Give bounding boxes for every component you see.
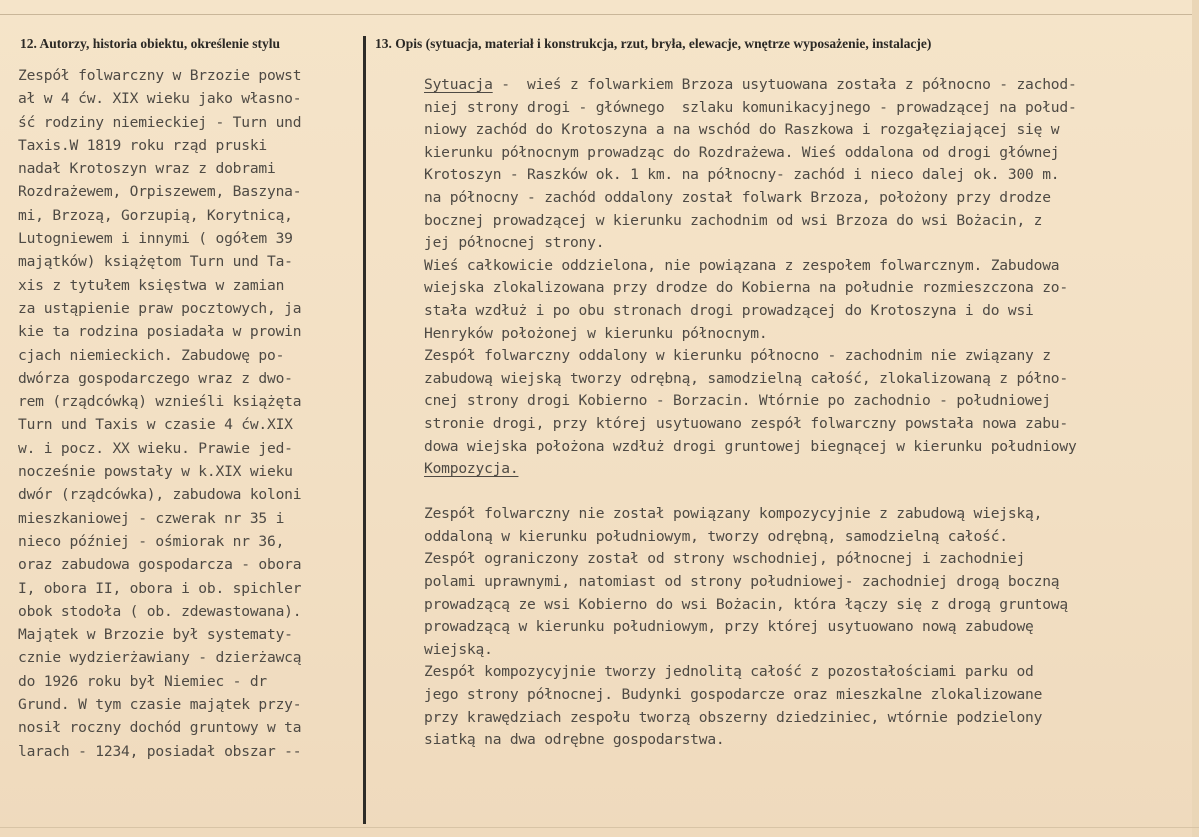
history-text-line: Turn und Taxis w czasie 4 ćw.XIX: [18, 416, 293, 434]
description-text: Zespół kompozycyjnie tworzy jednolitą całość z pozostałościami parku od: [424, 663, 1034, 681]
description-text-line: [424, 210, 1077, 233]
description-text: wiejską.: [424, 640, 493, 658]
history-text-line: cjach niemieckich. Zabudowę po-: [18, 346, 285, 364]
description-text: wiejska zlokalizowana przy drodze do Kobierna na południe rozmieszczona zo-: [424, 279, 1068, 297]
history-text-line: w. i pocz. XX wieku. Prawie jed-: [18, 439, 293, 457]
description-text-line: [424, 661, 1077, 684]
description-text-line: [424, 277, 1077, 300]
history-text-line: oraz zabudowa gospodarcza - obora: [18, 556, 302, 574]
description-text-line: [424, 436, 1077, 459]
history-text-line: kie ta rodzina posiadała w prowin: [18, 323, 302, 341]
description-text-line: [424, 481, 1077, 504]
description-text: jego strony północnej. Budynki gospodarcze oraz mieszkalne zlokalizowane: [424, 686, 1043, 704]
history-text-line: Lutogniewem i innymi ( ogółem 39: [18, 230, 293, 248]
description-text: bocznej prowadzącej w kierunku zachodnim od wsi Brzoza do wsi Bożacin, z: [424, 211, 1043, 229]
description-text-line: [424, 97, 1077, 120]
description-text: prowadzącą ze wsi Kobierno do wsi Bożacin, która łączy się z drogą gruntową: [424, 595, 1068, 613]
history-text-line: za ustąpienie praw pocztowych, ja: [18, 299, 302, 317]
description-text: - wieś z folwarkiem Brzoza usytuowana została z północno - zachod-: [492, 76, 1077, 93]
history-text-line: cznie wydzierżawiany - dzierżawcą: [18, 649, 302, 667]
history-text-line: Zespół folwarczny w Brzozie powst: [18, 67, 302, 84]
history-text-line: Taxis.W 1819 roku rząd pruski: [18, 136, 267, 154]
history-text-line: obok stodoła ( ob. zdewastowana).: [18, 602, 302, 620]
description-text: Zespół folwarczny oddalony w kierunku północno - zachodnim nie związany z: [424, 347, 1051, 365]
description-text-line: [424, 729, 1077, 752]
history-text-line: majątków) książętom Turn und Ta-: [18, 253, 293, 271]
history-text-line: nieco później - ośmiorak nr 36,: [18, 532, 285, 550]
description-text-line: [424, 74, 1077, 97]
description-text-line: [424, 345, 1077, 368]
history-text-line: mieszkaniowej - czwerak nr 35 i: [18, 509, 285, 527]
description-text: oddaloną w kierunku południowym, tworzy odrębną, samodzielną całość.: [424, 527, 1008, 545]
history-text-line: Rozdrażewem, Orpiszewem, Baszyna-: [18, 183, 302, 201]
history-text-line: rem (rządcówką) wznieśli książęta: [18, 393, 302, 411]
description-text: przy krawędziach zespołu tworzą obszerny dziedziniec, wtórnie podzielony: [424, 708, 1043, 726]
description-text-line: [424, 526, 1077, 549]
description-text: polami uprawnymi, natomiast od strony południowej- zachodniej drogą boczną: [424, 573, 1060, 591]
description-text-line: [424, 639, 1077, 662]
description-text: Zespół ograniczony został od strony wschodniej, północnej i zachodniej: [424, 550, 1026, 568]
description-text-line: [424, 594, 1077, 617]
description-text: cnej strony drogi Kobierno - Borzacin. Wtórnie po zachodnio - południowej: [424, 392, 1051, 410]
description-text-line: [424, 390, 1077, 413]
description-text: niej strony drogi - głównego szlaku komunikacyjnego - prowadzącej na połud-: [424, 98, 1077, 116]
description-text: Wieś całkowicie oddzielona, nie powiązana z zespołem folwarcznym. Zabudowa: [424, 256, 1060, 274]
description-text-line: [424, 548, 1077, 571]
history-text-line: xis z tytułem księstwa w zamian: [18, 276, 285, 294]
history-text-line: mi, Brzozą, Gorzupią, Korytnicą,: [18, 206, 293, 224]
description-text-line: [424, 255, 1077, 278]
description-text: stronie drogi, przy której usytuowano zespół folwarczny powstała nowa zabu-: [424, 414, 1068, 432]
description-text: kierunku północnym prowadząc do Rozdrażewa. Wieś oddalona od drogi głównej: [424, 143, 1060, 161]
description-text-line: [424, 368, 1077, 391]
history-text-line: I, obora II, obora i ob. spichler: [18, 579, 302, 597]
description-text-column: [424, 74, 1077, 752]
bottom-edge: [0, 827, 1199, 828]
section-13-header: 13. Opis (sytuacja, materiał i konstrukcja, rzut, bryła, elewacje, wnętrze wyposażenie, instalacje): [375, 36, 932, 51]
description-text-line: [424, 616, 1077, 639]
description-text: stała wzdłuż i po obu stronach drogi prowadzącej do Krotoszyna i do wsi: [424, 301, 1034, 319]
description-text: jej północnej strony.: [424, 234, 605, 252]
subsection-heading: Kompozycja.: [424, 460, 519, 478]
description-text: Zespół folwarczny nie został powiązany kompozycyjnie z zabudową wiejską,: [424, 505, 1043, 523]
history-text-line: nocześnie powstały w k.XIX wieku: [18, 463, 293, 481]
description-text-line: [424, 164, 1077, 187]
description-text-line: [424, 187, 1077, 210]
description-text-line: [424, 323, 1077, 346]
description-text: Henryków położonej w kierunku północnym.: [424, 324, 768, 342]
history-text-line: nadał Krotoszyn wraz z dobrami: [18, 160, 276, 178]
description-text-line: [424, 142, 1077, 165]
top-edge: [0, 0, 1199, 15]
description-text-line: [424, 571, 1077, 594]
description-text: na północny - zachód oddalony został folwark Brzoza, położony przy drodze: [424, 188, 1051, 206]
description-text-line: [424, 300, 1077, 323]
description-text-line: [424, 458, 1077, 481]
description-text: niowy zachód do Krotoszyna a na wschód do Raszkowa i rozgałęziającej się w: [424, 121, 1060, 139]
history-text-line: Majątek w Brzozie był systematy-: [18, 626, 293, 644]
history-text-line: nosił roczny dochód gruntowy w ta: [18, 719, 302, 737]
description-text-line: [424, 232, 1077, 255]
history-text-line: larach - 1234, posiadał obszar --: [18, 742, 302, 760]
description-text-line: [424, 707, 1077, 730]
description-text-line: [424, 413, 1077, 436]
description-text: zabudową wiejską tworzy odrębną, samodzielną całość, zlokalizowaną z półno-: [424, 369, 1068, 387]
description-text-line: [424, 119, 1077, 142]
description-text: prowadzącą w kierunku południowym, przy której usytuowano nową zabudowę: [424, 618, 1034, 636]
history-text-line: dwórza gospodarczego wraz z dwo-: [18, 369, 293, 387]
description-text: siatką na dwa odrębne gospodarstwa.: [424, 731, 725, 749]
history-text-line: ść rodziny niemieckiej - Turn und: [18, 113, 302, 131]
history-text-column: [18, 64, 301, 763]
description-text-line: [424, 503, 1077, 526]
section-12-header: 12. Autorzy, historia obiektu, określenie stylu: [20, 36, 281, 51]
history-text-line: dwór (rządcówka), zabudowa koloni: [18, 486, 302, 504]
column-divider: [363, 36, 366, 824]
history-text-line: Grund. W tym czasie majątek przy-: [18, 696, 302, 714]
description-text: dowa wiejska położona wzdłuż drogi gruntowej biegnącej w kierunku południowy: [424, 437, 1077, 455]
description-text: Krotoszyn - Raszków ok. 1 km. na północny- zachód i nieco dalej ok. 300 m.: [424, 166, 1060, 184]
history-text-line: do 1926 roku był Niemiec - dr: [18, 672, 267, 690]
description-text-line: [424, 684, 1077, 707]
history-text-line: ał w 4 ćw. XIX wieku jako własno-: [18, 90, 302, 108]
right-edge: [1192, 0, 1199, 837]
subsection-heading: Sytuacja: [424, 76, 493, 93]
